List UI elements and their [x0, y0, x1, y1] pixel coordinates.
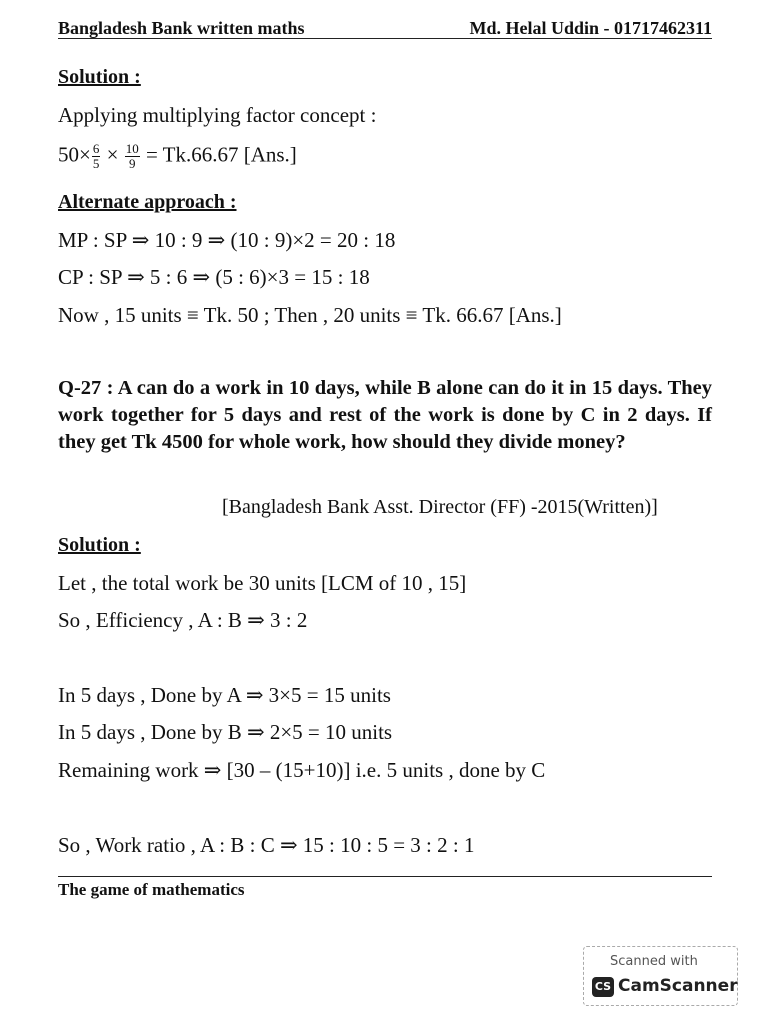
solution-heading-1: Solution :	[58, 66, 141, 88]
mp-sp-line: MP : SP ⇒ 10 : 9 ⇒ (10 : 9)×2 = 20 : 18	[58, 228, 396, 252]
question-27: Q-27 : A can do a work in 10 days, while B alone can do it in 15 days. They work together for 5 days and rest of the work is done by C in 2 days. If they get Tk 4500 for whole work, how should they divide money?	[58, 377, 712, 453]
formula-line	[58, 142, 297, 171]
formula-base: 50×	[58, 142, 91, 167]
fraction-10-9	[125, 142, 140, 171]
frac2-numerator: 10	[125, 141, 139, 156]
total-work-line: Let , the total work be 30 units [LCM of 10 , 15]	[58, 571, 467, 595]
work-ratio-line: So , Work ratio , A : B : C ⇒ 15 : 10 : 5 = 3 : 2 : 1	[58, 833, 475, 857]
units-answer-line: Now , 15 units ≡ Tk. 50 ; Then , 20 units ≡ Tk. 66.67 [Ans.]	[58, 303, 562, 327]
frac2-denominator: 9	[128, 156, 136, 171]
cp-sp-line: CP : SP ⇒ 5 : 6 ⇒ (5 : 6)×3 = 15 : 18	[58, 265, 370, 289]
question-source: [Bangladesh Bank Asst. Director (FF) -2015(Written)]	[222, 496, 658, 518]
fraction-6-5	[92, 142, 101, 171]
done-by-a-line: In 5 days , Done by A ⇒ 3×5 = 15 units	[58, 683, 391, 707]
scanned-with-text: Scanned with	[610, 954, 698, 969]
camscanner-brand: CamScanner	[618, 976, 738, 996]
page-footer: The game of mathematics	[58, 880, 245, 899]
camscanner-logo-icon: CS	[592, 977, 614, 997]
formula-result: = Tk.66.67 [Ans.]	[140, 142, 297, 167]
concept-line: Applying multiplying factor concept :	[58, 103, 377, 127]
header-author: Md. Helal Uddin - 01717462311	[469, 18, 712, 38]
done-by-b-line: In 5 days , Done by B ⇒ 2×5 = 10 units	[58, 720, 393, 744]
frac1-denominator: 5	[92, 156, 100, 171]
solution-heading-2: Solution :	[58, 534, 141, 556]
efficiency-line: So , Efficiency , A : B ⇒ 3 : 2	[58, 608, 308, 632]
alternate-approach-heading: Alternate approach :	[58, 191, 237, 213]
header-title: Bangladesh Bank written maths	[58, 18, 305, 38]
camscanner-watermark	[583, 946, 738, 1006]
page-header	[58, 14, 712, 39]
footer-divider	[58, 876, 712, 877]
formula-times: ×	[101, 142, 124, 167]
remaining-work-line: Remaining work ⇒ [30 – (15+10)] i.e. 5 units , done by C	[58, 758, 546, 782]
frac1-numerator: 6	[92, 141, 100, 156]
